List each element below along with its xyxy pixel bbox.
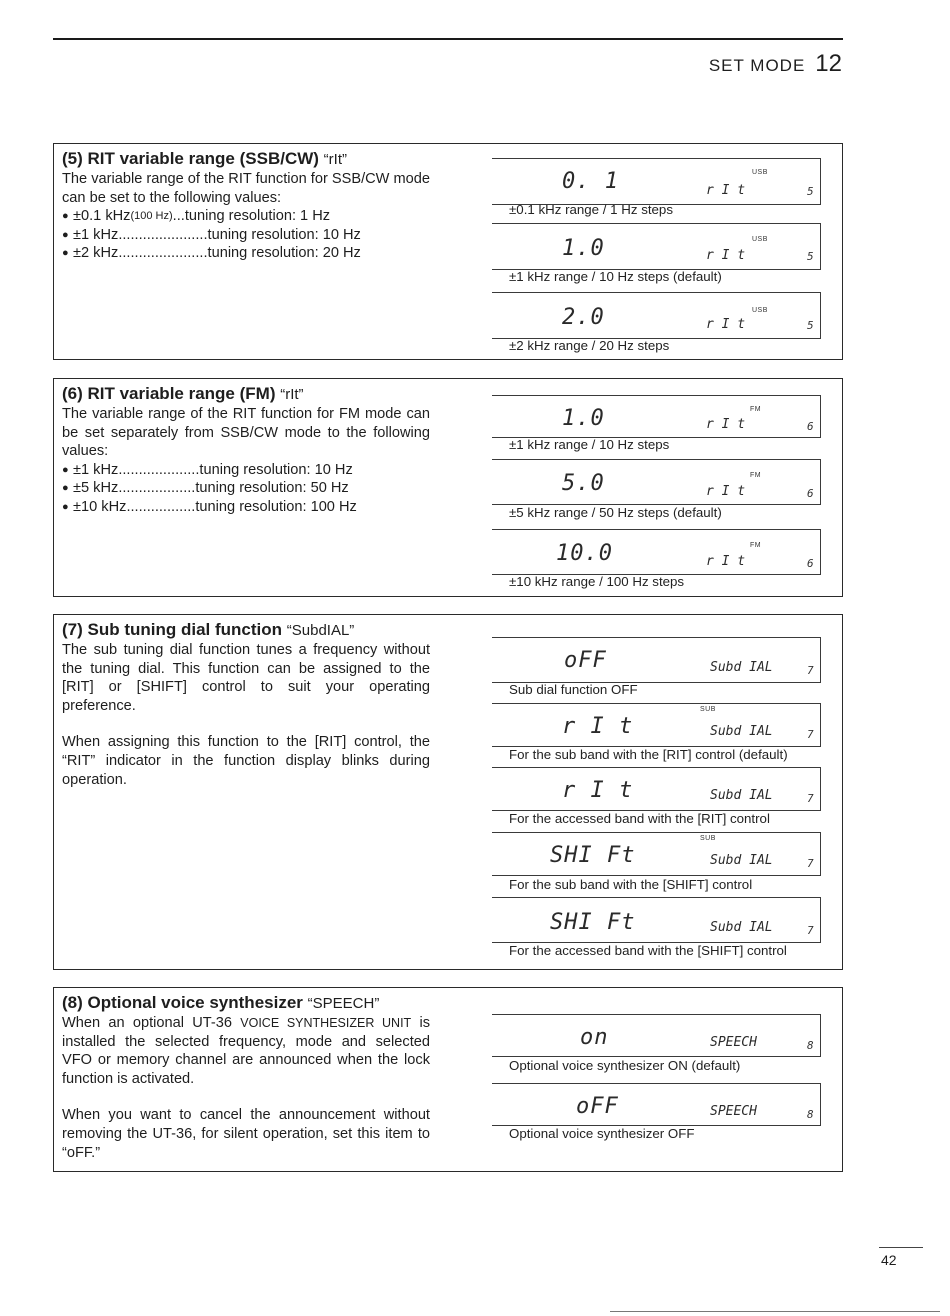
section-title: (8) Optional voice synthesizer “SPEECH”: [62, 993, 380, 1012]
section-paragraph: When you want to cancel the announcement without removing the UT-36, for silent operation, set this item to “oFF.”: [62, 1107, 430, 1161]
lcd-display: 1.0 r I t FM 6: [492, 395, 821, 438]
display-caption: For the sub band with the [RIT] control (default): [509, 747, 788, 762]
section-paragraph: When assigning this function to the [RIT] control, the “RIT” indicator in the function display blinks during operation.: [62, 734, 430, 788]
display-caption: Sub dial function OFF: [509, 682, 638, 697]
list-item: ● ±1 kHz ...................... tuning resolution: 10 Hz: [62, 226, 361, 243]
bottom-rule: [610, 1311, 940, 1312]
lcd-display: 10.0 r I t FM 6: [492, 529, 821, 575]
section-intro: The variable range of the RIT function for FM mode can be set separately from SSB/CW mode to the following values:: [62, 406, 430, 460]
display-caption: Optional voice synthesizer OFF: [509, 1126, 695, 1141]
section-intro: The variable range of the RIT function for SSB/CW mode can be set to the following values:: [62, 171, 430, 206]
top-rule: [53, 38, 843, 40]
lcd-display: oFF Subd IAL 7: [492, 637, 821, 683]
lcd-display: 5.0 r I t FM 6: [492, 459, 821, 505]
display-caption: ±10 kHz range / 100 Hz steps: [509, 574, 685, 589]
display-caption: ±1 kHz range / 10 Hz steps (default): [509, 269, 722, 284]
list-item: ● ±1 kHz .................... tuning resolution: 10 Hz: [62, 461, 353, 478]
lcd-display: on SPEECH 8: [492, 1014, 821, 1057]
section-text: [62, 992, 430, 1162]
list-item: ● ±2 kHz ...................... tuning resolution: 20 Hz: [62, 245, 361, 262]
section-text: [62, 619, 430, 789]
section-title: (6) RIT variable range (FM) “rIt”: [62, 384, 304, 403]
lcd-display: 2.0 r I t USB 5: [492, 292, 821, 339]
lcd-display: SHI Ft Subd IAL 7: [492, 897, 821, 943]
page-number: 42: [881, 1252, 897, 1268]
list-item: ● ±5 kHz ................... tuning resolution: 50 Hz: [62, 480, 349, 497]
display-caption: Optional voice synthesizer ON (default): [509, 1058, 741, 1073]
section-rit-fm: [53, 378, 843, 597]
list-item: ● ±0.1 kHz (100 Hz) ... tuning resolution: 1 Hz: [62, 208, 331, 225]
lcd-display: oFF SPEECH 8: [492, 1083, 821, 1126]
section-sub-dial: [53, 614, 843, 970]
lcd-display: r I t Subd IAL 7: [492, 767, 821, 811]
lcd-display: SUB r I t Subd IAL 7: [492, 703, 821, 747]
section-rit-ssb: [53, 143, 843, 360]
display-caption: ±2 kHz range / 20 Hz steps: [509, 338, 670, 353]
display-caption: ±1 kHz range / 10 Hz steps: [509, 437, 670, 452]
section-paragraph: The sub tuning dial function tunes a frequency without the tuning dial. This function can be assigned to the [RIT] or [SHIFT] control to suit your operating preference.: [62, 642, 430, 714]
section-voice-synth: [53, 987, 843, 1172]
page-number-rule: [879, 1247, 923, 1248]
lcd-display: 1.0 r I t USB 5: [492, 223, 821, 270]
display-caption: ±0.1 kHz range / 1 Hz steps: [509, 202, 673, 217]
section-text: [62, 383, 430, 517]
lcd-display: SUB SHI Ft Subd IAL 7: [492, 832, 821, 876]
display-caption: For the accessed band with the [SHIFT] control: [509, 943, 787, 958]
header-label: SET MODE: [708, 56, 806, 75]
section-text: [62, 148, 430, 263]
lcd-display: 0. 1 r I t USB 5: [492, 158, 821, 205]
section-title: (7) Sub tuning dial function “SubdIAL”: [62, 620, 355, 639]
section-paragraph: When an optional UT-36 VOICE SYNTHESIZER UNIT is installed the selected frequency, mode and selected VFO or memory channel are announced when the lock function is activated.: [62, 1015, 431, 1087]
page-header: [709, 50, 842, 78]
display-caption: ±5 kHz range / 50 Hz steps (default): [509, 505, 722, 520]
display-caption: For the sub band with the [SHIFT] control: [509, 877, 753, 892]
list-item: ● ±10 kHz ................. tuning resolution: 100 Hz: [62, 498, 357, 515]
section-title: (5) RIT variable range (SSB/CW) “rIt”: [62, 149, 347, 168]
header-number: 12: [815, 50, 842, 77]
display-caption: For the accessed band with the [RIT] control: [509, 811, 770, 826]
